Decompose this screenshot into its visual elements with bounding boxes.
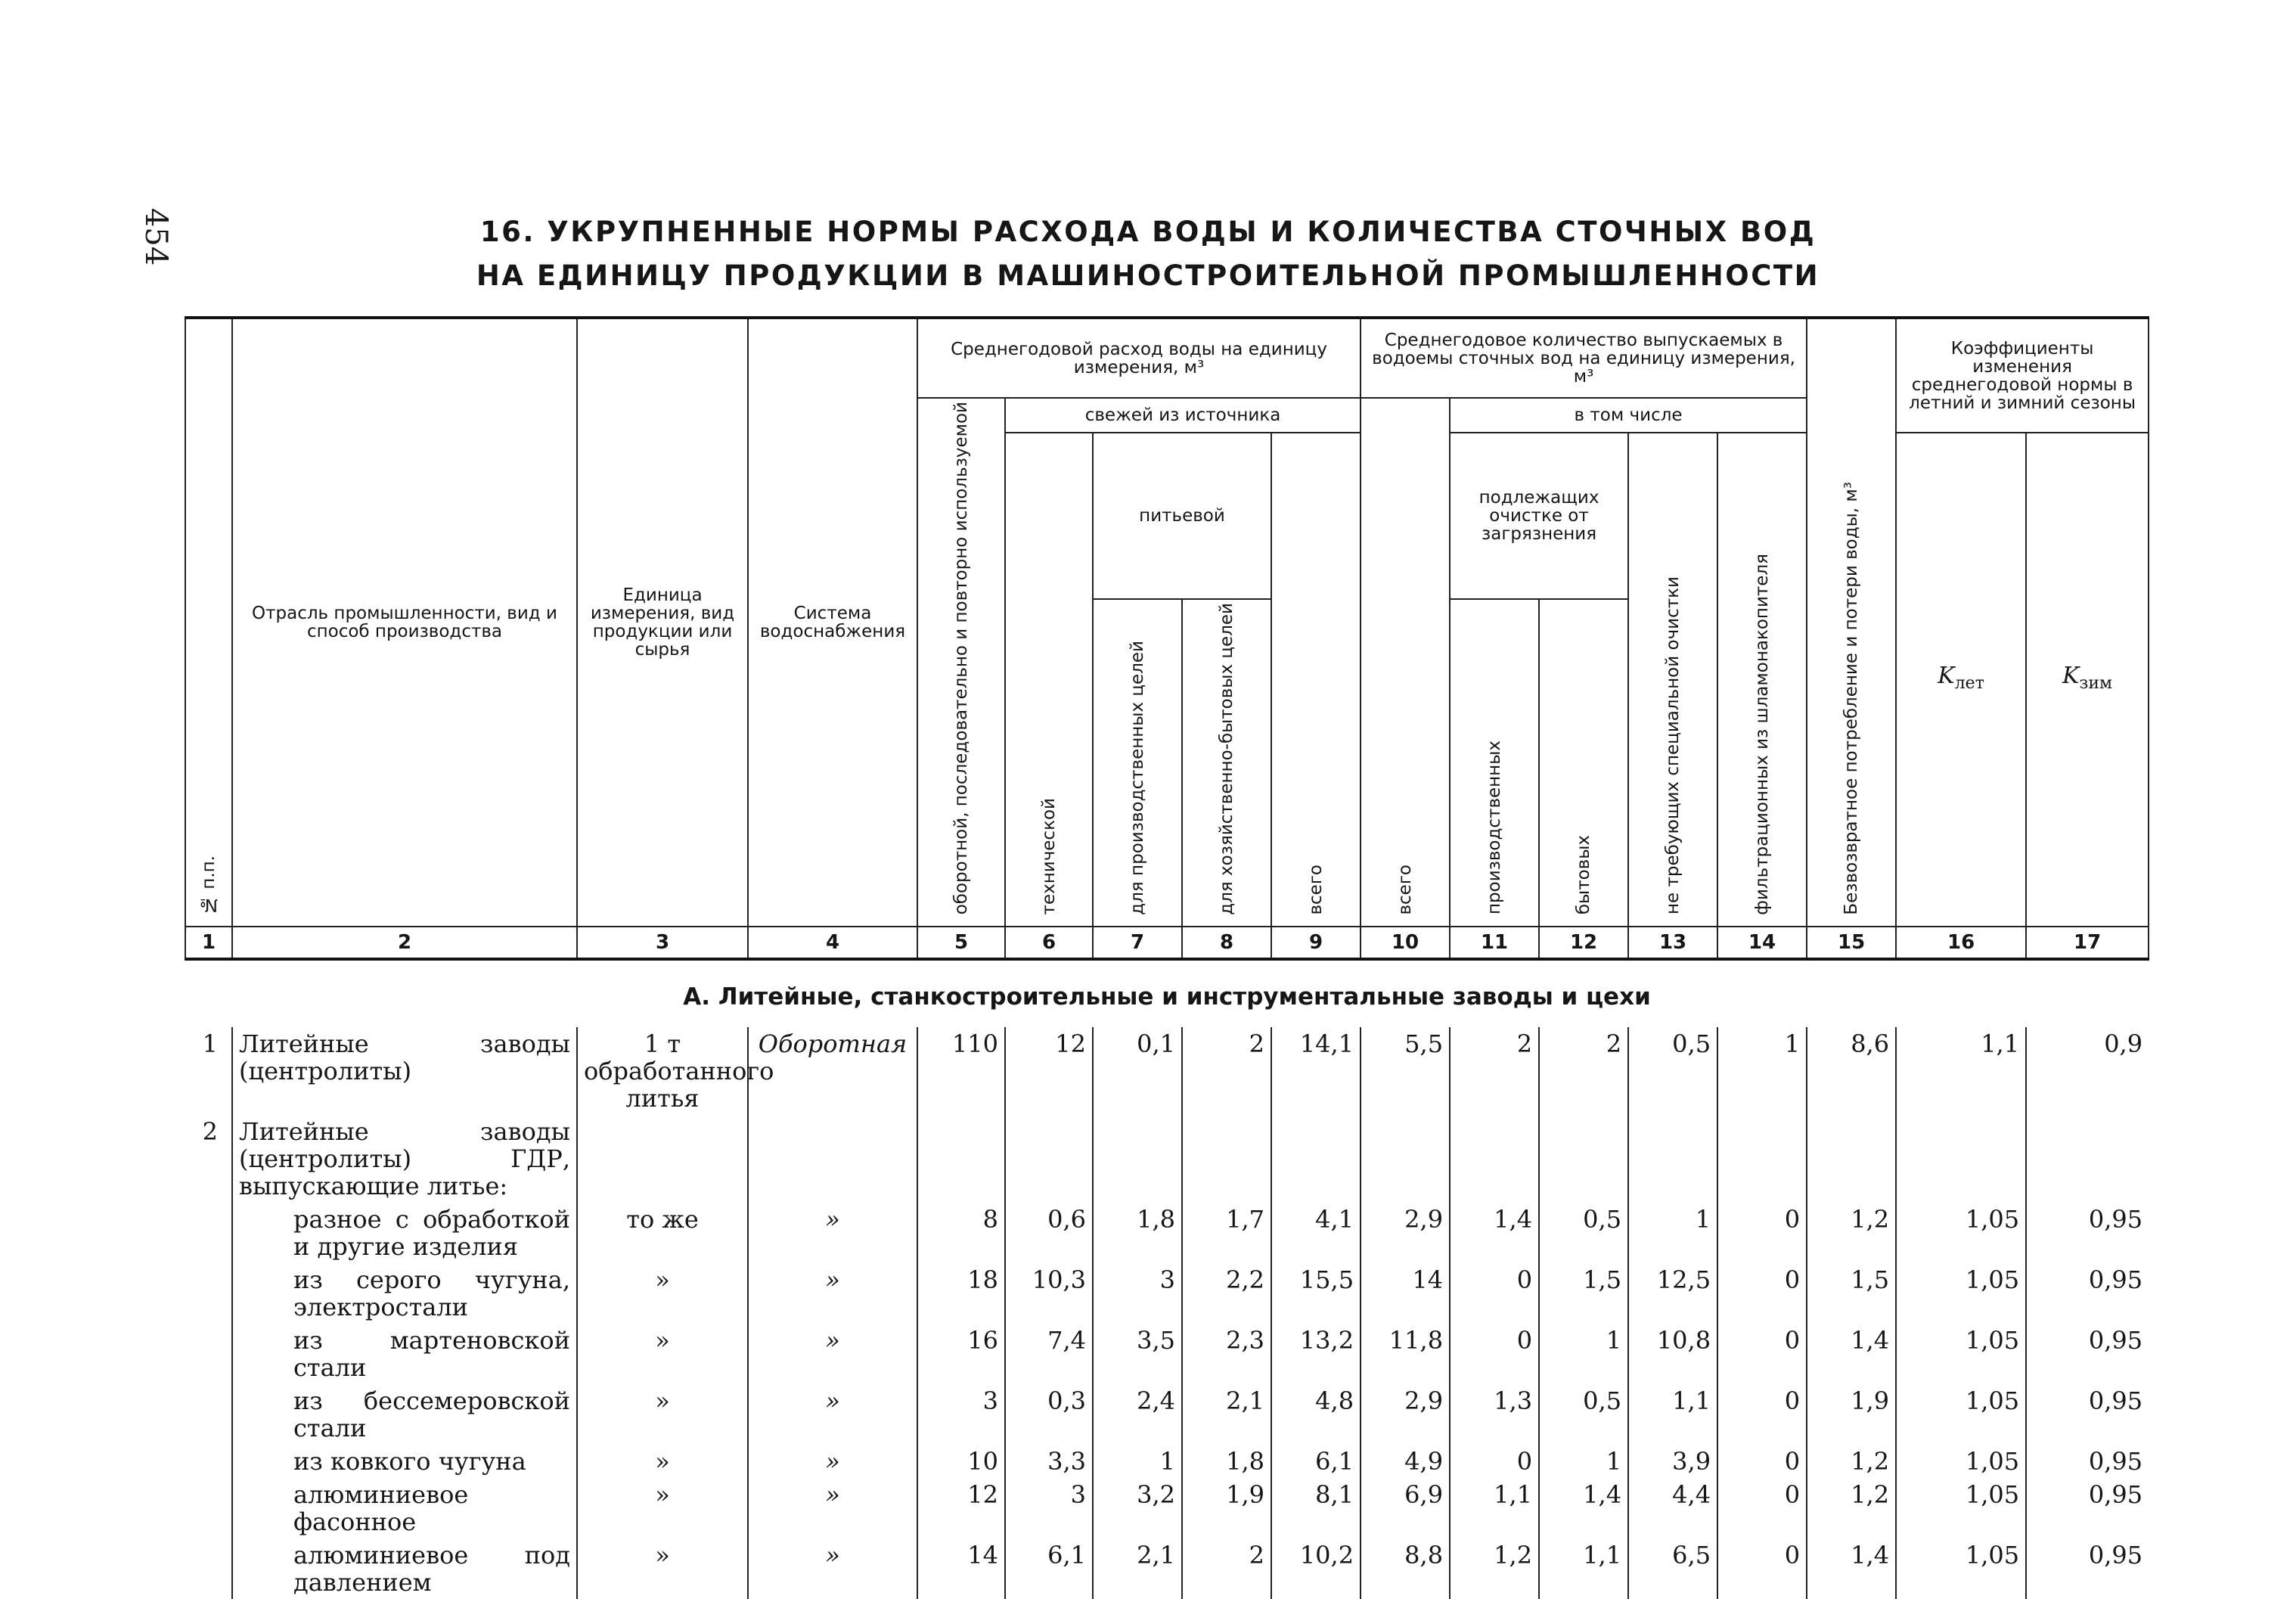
- cell-total-discharge: [1361, 1115, 1450, 1203]
- cell-filtration: 1: [1717, 1027, 1807, 1115]
- header-fresh-group: свежей из источника: [1005, 398, 1361, 433]
- cell-industrial: 2: [1450, 1027, 1539, 1115]
- row-system: »: [748, 1324, 917, 1384]
- cell-not-requiring: 10,8: [1628, 1324, 1717, 1384]
- cell-for-household: 2,1: [1182, 1384, 1271, 1445]
- column-number: 14: [1717, 927, 1807, 959]
- header-circulating: оборотной, последовательно и повторно используемой: [917, 398, 1005, 927]
- cell-circulating: 8: [917, 1203, 1005, 1263]
- cell-for-production: 3,5: [1093, 1324, 1182, 1384]
- table-row: [185, 1263, 2149, 1324]
- cell-k-winter: 0,95: [2026, 1263, 2149, 1324]
- row-number: [185, 1538, 232, 1599]
- cell-for-household: 2: [1182, 1027, 1271, 1115]
- cell-k-summer: 1,05: [1896, 1384, 2026, 1445]
- header-coef-group: Коэффициенты изменения среднегодовой нормы в летний и зимний сезоны: [1896, 318, 2149, 433]
- row-unit: »: [577, 1478, 748, 1538]
- cell-total-fresh: 14,1: [1271, 1027, 1361, 1115]
- column-number: 2: [232, 927, 577, 959]
- cell-circulating: 3: [917, 1384, 1005, 1445]
- cell-total-fresh: 13,2: [1271, 1324, 1361, 1384]
- row-system: »: [748, 1203, 917, 1263]
- table-body: [185, 959, 2149, 1599]
- header-k-summer: $K_{лет}$: [1896, 433, 2026, 927]
- cell-filtration: 0: [1717, 1478, 1807, 1538]
- cell-k-summer: 1,05: [1896, 1324, 2026, 1384]
- row-name: Литейные заводы (центролиты): [232, 1027, 577, 1115]
- cell-industrial: 1,2: [1450, 1538, 1539, 1599]
- row-system: »: [748, 1478, 917, 1538]
- cell-technical: 3,3: [1005, 1445, 1093, 1478]
- row-system: »: [748, 1445, 917, 1478]
- cell-total-discharge: 2,9: [1361, 1203, 1450, 1263]
- table-row: [185, 1324, 2149, 1384]
- cell-total-fresh: 15,5: [1271, 1263, 1361, 1324]
- cell-irreversible: 1,4: [1807, 1538, 1896, 1599]
- row-system: Оборотная: [748, 1027, 917, 1115]
- row-system: »: [748, 1384, 917, 1445]
- cell-circulating: 16: [917, 1324, 1005, 1384]
- cell-k-winter: 0,95: [2026, 1203, 2149, 1263]
- column-number: 16: [1896, 927, 2026, 959]
- cell-industrial: 0: [1450, 1445, 1539, 1478]
- cell-technical: [1005, 1115, 1093, 1203]
- header-irreversible: Безвозвратное потребление и потери воды, м³: [1807, 318, 1896, 927]
- header-industrial: производственных: [1450, 599, 1539, 927]
- column-number: 6: [1005, 927, 1093, 959]
- table-title-line-1: 16. УКРУПНЕННЫЕ НОРМЫ РАСХОДА ВОДЫ И КОЛИЧЕСТВА СТОЧНЫХ ВОД: [479, 216, 1817, 248]
- cell-circulating: 110: [917, 1027, 1005, 1115]
- column-numbers-row: [185, 927, 2149, 959]
- cell-industrial: 1,4: [1450, 1203, 1539, 1263]
- header-no: № п.п.: [185, 318, 232, 927]
- table-row: [185, 1027, 2149, 1115]
- cell-industrial: 0: [1450, 1324, 1539, 1384]
- row-name: из бессемеровской стали: [232, 1384, 577, 1445]
- cell-not-requiring: 4,4: [1628, 1478, 1717, 1538]
- column-number: 17: [2026, 927, 2149, 959]
- table-row: [185, 1203, 2149, 1263]
- cell-k-winter: [2026, 1115, 2149, 1203]
- cell-circulating: 10: [917, 1445, 1005, 1478]
- cell-for-production: 2,1: [1093, 1538, 1182, 1599]
- cell-technical: 12: [1005, 1027, 1093, 1115]
- row-unit: »: [577, 1445, 748, 1478]
- cell-technical: 10,3: [1005, 1263, 1093, 1324]
- cell-for-household: 2: [1182, 1538, 1271, 1599]
- cell-k-winter: 0,95: [2026, 1478, 2149, 1538]
- header-potable-group: питьевой: [1093, 433, 1271, 599]
- cell-k-winter: 0,95: [2026, 1445, 2149, 1478]
- cell-not-requiring: 0,5: [1628, 1027, 1717, 1115]
- row-number: 2: [202, 1117, 218, 1147]
- row-number: [185, 1263, 232, 1324]
- cell-technical: 3: [1005, 1478, 1093, 1538]
- row-unit: »: [577, 1263, 748, 1324]
- header-discharge-group: Среднегодовое количество выпускаемых в водоемы сточных вод на единицу измерения, м³: [1361, 318, 1807, 398]
- cell-total-fresh: 8,1: [1271, 1478, 1361, 1538]
- row-number: [185, 1384, 232, 1445]
- section-title: А. Литейные, станкостроительные и инструментальные заводы и цехи: [683, 983, 1651, 1011]
- cell-k-winter: 0,95: [2026, 1324, 2149, 1384]
- cell-for-household: 1,9: [1182, 1478, 1271, 1538]
- column-number: 9: [1271, 927, 1361, 959]
- row-name: из серого чугуна, электростали: [232, 1263, 577, 1324]
- cell-circulating: 12: [917, 1478, 1005, 1538]
- cell-k-summer: 1,05: [1896, 1478, 2026, 1538]
- cell-for-household: 2,3: [1182, 1324, 1271, 1384]
- cell-total-fresh: 10,2: [1271, 1538, 1361, 1599]
- header-not-requiring: не требующих специальной очистки: [1628, 433, 1717, 927]
- header-total-discharge: всего: [1361, 398, 1450, 927]
- cell-k-summer: 1,1: [1896, 1027, 2026, 1115]
- cell-filtration: 0: [1717, 1538, 1807, 1599]
- table-title-line-2: НА ЕДИНИЦУ ПРОДУКЦИИ В МАШИНОСТРОИТЕЛЬНОЙ ПРОМЫШЛЕННОСТИ: [476, 259, 1820, 292]
- cell-irreversible: 1,2: [1807, 1203, 1896, 1263]
- table-title: [0, 207, 2296, 298]
- cell-domestic: [1539, 1115, 1628, 1203]
- cell-irreversible: 1,2: [1807, 1478, 1896, 1538]
- column-number: 12: [1539, 927, 1628, 959]
- row-name: из ковкого чугуна: [232, 1445, 577, 1478]
- header-filtration: фильтрационных из шламонакопителя: [1717, 433, 1807, 927]
- cell-total-discharge: 8,8: [1361, 1538, 1450, 1599]
- cell-for-production: 0,1: [1093, 1027, 1182, 1115]
- row-unit: то же: [577, 1203, 748, 1263]
- table-row: [185, 1478, 2149, 1538]
- cell-filtration: 0: [1717, 1263, 1807, 1324]
- cell-k-summer: 1,05: [1896, 1445, 2026, 1478]
- cell-total-discharge: 5,5: [1361, 1027, 1450, 1115]
- cell-irreversible: 1,5: [1807, 1263, 1896, 1324]
- cell-technical: 0,3: [1005, 1384, 1093, 1445]
- cell-domestic: 0,5: [1539, 1203, 1628, 1263]
- cell-total-fresh: 6,1: [1271, 1445, 1361, 1478]
- row-number: [185, 1324, 232, 1384]
- cell-filtration: 0: [1717, 1445, 1807, 1478]
- row-unit: »: [577, 1384, 748, 1445]
- cell-filtration: 0: [1717, 1203, 1807, 1263]
- table-header: [185, 318, 2149, 959]
- cell-total-discharge: 6,9: [1361, 1478, 1450, 1538]
- cell-industrial: [1450, 1115, 1539, 1203]
- table-row: [185, 1384, 2149, 1445]
- cell-technical: 6,1: [1005, 1538, 1093, 1599]
- column-number: 15: [1807, 927, 1896, 959]
- header-unit: Единица измерения, вид продукции или сырья: [577, 318, 748, 927]
- header-domestic: бытовых: [1539, 599, 1628, 927]
- column-number: 1: [185, 927, 232, 959]
- cell-for-household: 1,7: [1182, 1203, 1271, 1263]
- column-number: 13: [1628, 927, 1717, 959]
- column-number: 11: [1450, 927, 1539, 959]
- cell-for-production: 1,8: [1093, 1203, 1182, 1263]
- row-name: алюминиевое фасонное: [232, 1478, 577, 1538]
- header-needing-treatment: подлежащих очистке от загрязнения: [1450, 433, 1628, 599]
- column-number: 4: [748, 927, 917, 959]
- row-number: [185, 1203, 232, 1263]
- header-k-winter: $K_{зим}$: [2026, 433, 2149, 927]
- cell-filtration: 0: [1717, 1384, 1807, 1445]
- cell-not-requiring: 1,1: [1628, 1384, 1717, 1445]
- header-for-production: для производственных целей: [1093, 599, 1182, 927]
- row-name: Литейные заводы (центролиты) ГДР, выпускающие литье:: [232, 1115, 577, 1203]
- row-system: »: [748, 1263, 917, 1324]
- cell-not-requiring: 1: [1628, 1203, 1717, 1263]
- cell-for-household: 2,2: [1182, 1263, 1271, 1324]
- cell-not-requiring: [1628, 1115, 1717, 1203]
- row-name: из мартеновской стали: [232, 1324, 577, 1384]
- page-number: 454: [138, 207, 174, 266]
- cell-total-discharge: 4,9: [1361, 1445, 1450, 1478]
- cell-for-production: 2,4: [1093, 1384, 1182, 1445]
- row-unit: »: [577, 1324, 748, 1384]
- cell-k-winter: 0,9: [2026, 1027, 2149, 1115]
- cell-k-summer: 1,05: [1896, 1263, 2026, 1324]
- header-technical: технической: [1005, 433, 1093, 927]
- cell-not-requiring: 6,5: [1628, 1538, 1717, 1599]
- cell-k-summer: 1,05: [1896, 1538, 2026, 1599]
- cell-k-winter: 0,95: [2026, 1384, 2149, 1445]
- column-number: 8: [1182, 927, 1271, 959]
- row-name: разное с обработкой и другие изделия: [232, 1203, 577, 1263]
- cell-not-requiring: 12,5: [1628, 1263, 1717, 1324]
- cell-irreversible: 1,2: [1807, 1445, 1896, 1478]
- cell-irreversible: 8,6: [1807, 1027, 1896, 1115]
- cell-domestic: 1: [1539, 1324, 1628, 1384]
- cell-circulating: 14: [917, 1538, 1005, 1599]
- cell-filtration: [1717, 1115, 1807, 1203]
- column-number: 7: [1093, 927, 1182, 959]
- column-number: 5: [917, 927, 1005, 959]
- cell-total-fresh: [1271, 1115, 1361, 1203]
- header-branch: Отрасль промышленности, вид и способ производства: [232, 318, 577, 927]
- cell-filtration: 0: [1717, 1324, 1807, 1384]
- table-row: [185, 1445, 2149, 1478]
- cell-k-summer: 1,05: [1896, 1203, 2026, 1263]
- cell-k-winter: 0,95: [2026, 1538, 2149, 1599]
- table-row: [185, 1538, 2149, 1599]
- header-system: Система водоснабжения: [748, 318, 917, 927]
- section-row: [185, 959, 2149, 1027]
- cell-domestic: 2: [1539, 1027, 1628, 1115]
- water-norms-table: [185, 316, 2149, 1599]
- cell-irreversible: 1,4: [1807, 1324, 1896, 1384]
- cell-domestic: 1: [1539, 1445, 1628, 1478]
- row-number: 1: [202, 1029, 218, 1059]
- row-unit: [577, 1115, 748, 1203]
- cell-for-household: [1182, 1115, 1271, 1203]
- cell-irreversible: 1,9: [1807, 1384, 1896, 1445]
- column-number: 10: [1361, 927, 1450, 959]
- cell-irreversible: [1807, 1115, 1896, 1203]
- cell-for-production: [1093, 1115, 1182, 1203]
- cell-industrial: 1,3: [1450, 1384, 1539, 1445]
- row-system: »: [748, 1538, 917, 1599]
- cell-circulating: 18: [917, 1263, 1005, 1324]
- cell-domestic: 1,1: [1539, 1538, 1628, 1599]
- cell-circulating: [917, 1115, 1005, 1203]
- cell-domestic: 1,4: [1539, 1478, 1628, 1538]
- header-including: в том числе: [1450, 398, 1807, 433]
- header-for-household: для хозяйственно-бытовых целей: [1182, 599, 1271, 927]
- column-number: 3: [577, 927, 748, 959]
- cell-total-discharge: 2,9: [1361, 1384, 1450, 1445]
- water-norms-table-wrapper: [185, 316, 2148, 1599]
- cell-total-fresh: 4,1: [1271, 1203, 1361, 1263]
- cell-for-production: 3: [1093, 1263, 1182, 1324]
- row-number: [185, 1478, 232, 1538]
- cell-industrial: 1,1: [1450, 1478, 1539, 1538]
- row-name: алюминиевое под давлением: [232, 1538, 577, 1599]
- row-system: [748, 1115, 917, 1203]
- cell-industrial: 0: [1450, 1263, 1539, 1324]
- cell-for-household: 1,8: [1182, 1445, 1271, 1478]
- cell-total-discharge: 14: [1361, 1263, 1450, 1324]
- cell-total-fresh: 4,8: [1271, 1384, 1361, 1445]
- cell-domestic: 1,5: [1539, 1263, 1628, 1324]
- cell-technical: 0,6: [1005, 1203, 1093, 1263]
- header-total-fresh: всего: [1271, 433, 1361, 927]
- row-unit: »: [577, 1538, 748, 1599]
- cell-total-discharge: 11,8: [1361, 1324, 1450, 1384]
- header-consumption-group: Среднегодовой расход воды на единицу измерения, м³: [917, 318, 1361, 398]
- cell-for-production: 3,2: [1093, 1478, 1182, 1538]
- cell-technical: 7,4: [1005, 1324, 1093, 1384]
- cell-k-summer: [1896, 1115, 2026, 1203]
- cell-domestic: 0,5: [1539, 1384, 1628, 1445]
- row-unit: 1 т обработанного литья: [577, 1027, 748, 1115]
- table-row: [185, 1115, 2149, 1203]
- row-number: [185, 1445, 232, 1478]
- cell-not-requiring: 3,9: [1628, 1445, 1717, 1478]
- cell-for-production: 1: [1093, 1445, 1182, 1478]
